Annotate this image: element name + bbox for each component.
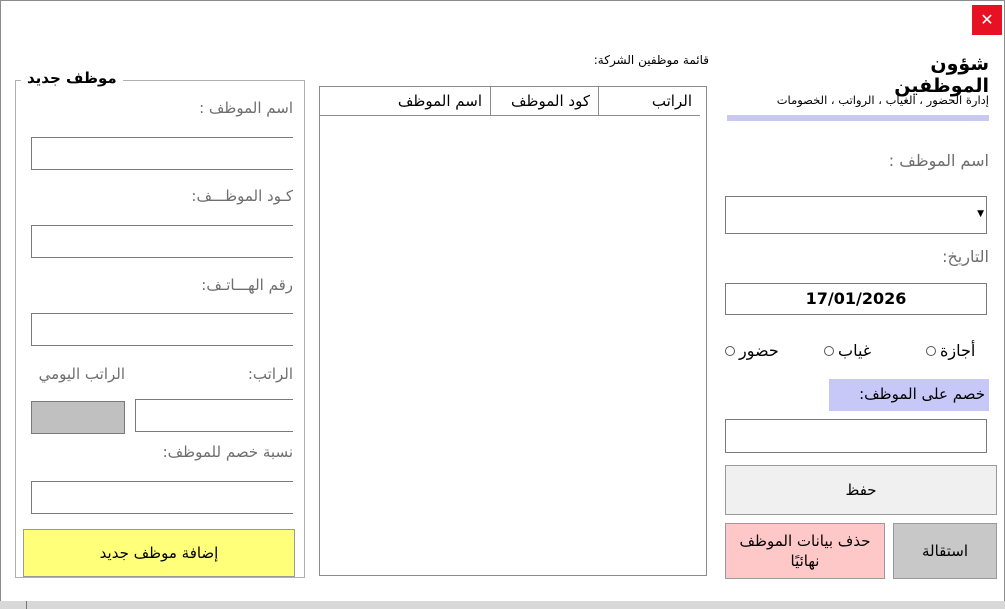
date-field[interactable]: 17/01/2026	[725, 283, 987, 315]
new-employee-legend: موظف جديد	[21, 69, 123, 87]
list-header	[320, 87, 700, 116]
radio-attendance-label: حضور	[739, 341, 779, 360]
radio-absence[interactable]	[824, 341, 871, 360]
column-header-code[interactable]: كود الموظف	[490, 87, 598, 115]
new-name-input[interactable]	[31, 137, 293, 170]
save-button[interactable]: حفظ	[725, 465, 997, 515]
radio-circle-icon[interactable]	[725, 346, 735, 356]
strip-divider	[26, 601, 27, 609]
close-icon: ✕	[980, 10, 994, 29]
new-phone-label: رقم الهـــاتـف:	[201, 276, 293, 294]
new-code-label: كـود الموظـــف:	[191, 187, 293, 205]
radio-leave[interactable]	[926, 341, 975, 360]
daily-salary-label: الراتب اليومي	[38, 365, 125, 383]
radio-attendance[interactable]	[725, 341, 779, 360]
new-salary-input[interactable]	[135, 399, 293, 432]
resign-button[interactable]: استقالة	[893, 523, 997, 579]
deduction-label: خصم على الموظف:	[829, 379, 989, 411]
add-employee-button[interactable]: إضافة موظف جديد	[23, 529, 295, 577]
app-title: شؤون الموظفين	[894, 53, 989, 97]
deduction-rate-label: نسبة خصم للموظف:	[162, 443, 293, 461]
subtitle-divider	[727, 115, 989, 121]
bottom-strip	[0, 601, 1005, 609]
new-name-label: اسم الموظف :	[199, 99, 293, 117]
daily-salary-field	[31, 401, 125, 434]
radio-leave-label: أجازة	[940, 341, 976, 360]
app-subtitle: إدارة الحضور ، الغياب ، الرواتب ، الخصومات	[776, 93, 989, 107]
employee-name-label: اسم الموظف :	[888, 151, 989, 170]
radio-absence-label: غياب	[838, 341, 872, 360]
employee-list-title: قائمة موظفين الشركة:	[593, 53, 709, 67]
column-header-salary[interactable]: الراتب	[598, 87, 700, 115]
chevron-down-icon[interactable]: ▼	[977, 209, 984, 219]
deduction-input[interactable]	[725, 419, 987, 453]
employee-list[interactable]	[319, 86, 707, 576]
delete-employee-button[interactable]: حذف بيانات الموظف نهائيًا	[725, 523, 885, 579]
date-label: التاريخ:	[942, 247, 989, 266]
deduction-rate-input[interactable]	[31, 481, 293, 514]
new-phone-input[interactable]	[31, 313, 293, 346]
close-button[interactable]	[972, 5, 1002, 35]
radio-circle-icon[interactable]	[926, 346, 936, 356]
new-code-input[interactable]	[31, 225, 293, 258]
column-header-name[interactable]: اسم الموظف	[397, 92, 482, 110]
new-salary-label: الراتب:	[247, 365, 293, 383]
employee-combo[interactable]	[725, 196, 987, 234]
radio-circle-icon[interactable]	[824, 346, 834, 356]
